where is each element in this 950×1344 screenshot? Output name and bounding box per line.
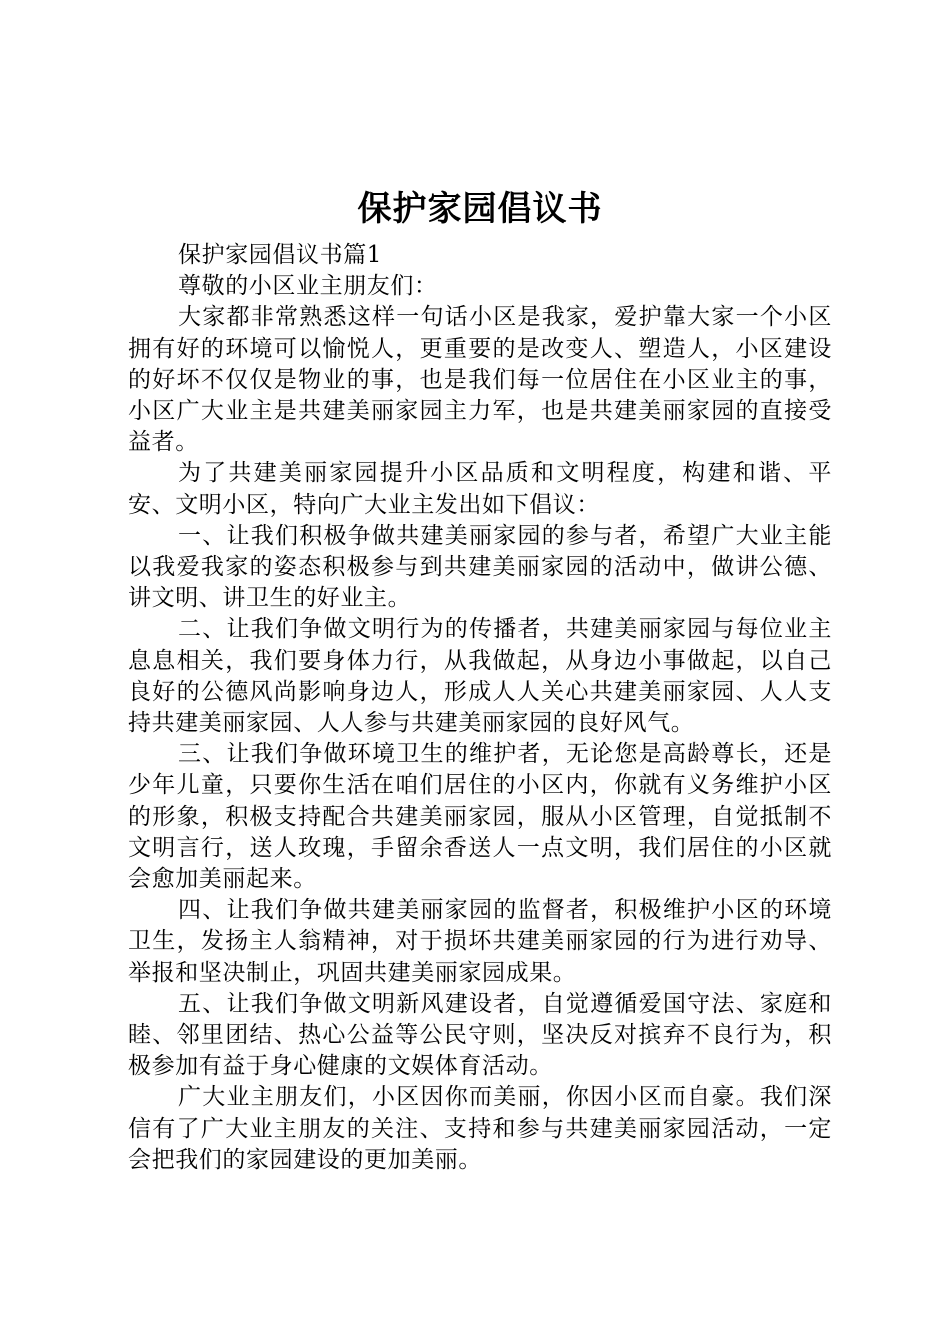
document-page: [128, 0, 832, 1176]
document-body: [128, 240, 832, 1176]
purpose-paragraph: 为了共建美丽家园提升小区品质和文明程度，构建和谐、平安、文明小区，特向广大业主发出如下倡议：: [128, 460, 832, 518]
closing-paragraph: 广大业主朋友们，小区因你而美丽，你因小区而自豪。我们深信有了广大业主朋友的关注、支持和参与共建美丽家园活动，一定会把我们的家园建设的更加美丽。: [128, 1084, 832, 1173]
proposal-item-1: 一、让我们积极争做共建美丽家园的参与者，希望广大业主能以我爱我家的姿态积极参与到共建美丽家园的活动中，做讲公德、讲文明、讲卫生的好业主。: [128, 522, 832, 612]
document-title: 保护家园倡议书: [357, 189, 603, 229]
proposal-item-2: 二、让我们争做文明行为的传播者，共建美丽家园与每位业主息息相关，我们要身体力行，从我做起，从身边小事做起，以自己良好的公德风尚影响身边人，形成人人关心共建美丽家园、人人支持共建美丽家园、人人参与共建美丽家园的良好风气。: [128, 616, 832, 737]
proposal-item-3: 三、让我们争做环境卫生的维护者，无论您是高龄尊长，还是少年儿童，只要你生活在咱们居住的小区内，你就有义务维护小区的形象，积极支持配合共建美丽家园，服从小区管理，自觉抵制不文明言行，送人玫瑰，手留余香送人一点文明，我们居住的小区就会愈加美丽起来。: [128, 741, 832, 893]
proposal-item-4: 四、让我们争做共建美丽家园的监督者，积极维护小区的环境卫生，发扬主人翁精神，对于损坏共建美丽家园的行为进行劝导、举报和坚决制止，巩固共建美丽家园成果。: [128, 897, 832, 986]
salutation: 尊敬的小区业主朋友们：: [178, 273, 438, 300]
intro-paragraph: 大家都非常熟悉这样一句话小区是我家，爱护靠大家一个小区拥有好的环境可以愉悦人，更重要的是改变人、塑造人，小区建设的好坏不仅仅是物业的事，也是我们每一位居住在小区业主的事，小区广大业主是共建美丽家园主力军，也是共建美丽家园的直接受益者。: [128, 304, 832, 456]
proposal-item-5: 五、让我们争做文明新风建设者，自觉遵循爱国守法、家庭和睦、邻里团结、热心公益等公民守则，坚决反对摈弃不良行为，积极参加有益于身心健康的文娱体育活动。: [128, 990, 832, 1080]
section-heading: 保护家园倡议书篇1: [178, 242, 383, 268]
